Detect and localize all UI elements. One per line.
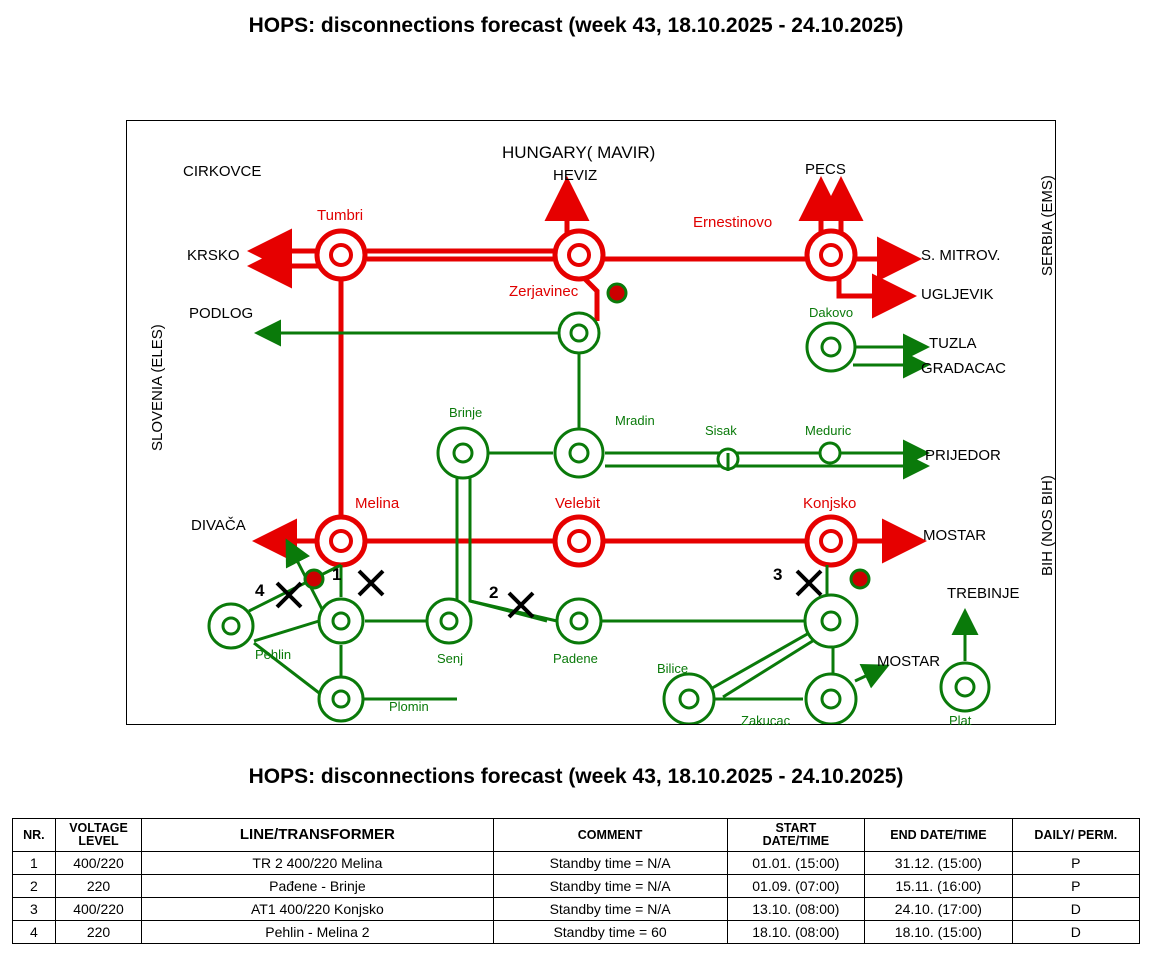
node-label-tuzla: TUZLA bbox=[929, 335, 977, 352]
cell-daily: P bbox=[1012, 852, 1139, 875]
table-row bbox=[13, 852, 1140, 875]
station-label-zakucac: Zakucac bbox=[741, 713, 791, 728]
station-label-ernestinovo: Ernestinovo bbox=[693, 214, 773, 231]
col-header-start-line1: START bbox=[775, 821, 817, 835]
table-row bbox=[13, 875, 1140, 898]
cell-voltage: 220 bbox=[55, 875, 142, 898]
cell-line: Pađene - Brinje bbox=[142, 875, 493, 898]
station-label-konjsko: Konjsko bbox=[803, 495, 857, 512]
node-label-pecs: PECS bbox=[805, 161, 846, 178]
cell-comment: Standby time = N/A bbox=[493, 875, 727, 898]
station-label-zerjavinec: Zerjavinec bbox=[509, 283, 579, 300]
node-label-gradacac: GRADACAC bbox=[921, 360, 1007, 377]
col-header-start bbox=[727, 819, 864, 852]
cell-daily: P bbox=[1012, 875, 1139, 898]
page-title-bottom: HOPS: disconnections forecast (week 43, 18.10.2025 - 24.10.2025) bbox=[248, 765, 904, 788]
node-label-heviz: HEVIZ bbox=[553, 167, 598, 184]
area-label-slovenia: SLOVENIA (ELES) bbox=[149, 324, 166, 451]
cell-line: TR 2 400/220 Melina bbox=[142, 852, 493, 875]
station-label-sisak: Sisak bbox=[705, 423, 737, 438]
node-label-krsko: KRSKO bbox=[187, 247, 240, 264]
node-label-divaca: DIVAČA bbox=[191, 517, 246, 534]
table-header-row bbox=[13, 819, 1140, 852]
station-label-pehlin: Pehlin bbox=[255, 647, 292, 662]
cell-daily: D bbox=[1012, 921, 1139, 944]
station-label-mradin: Mradin bbox=[615, 413, 655, 428]
fault-marker-2: 2 bbox=[489, 583, 499, 602]
table-row bbox=[13, 898, 1140, 921]
cell-end: 24.10. (17:00) bbox=[865, 898, 1013, 921]
cell-line: AT1 400/220 Konjsko bbox=[142, 898, 493, 921]
cell-start: 01.01. (15:00) bbox=[727, 852, 864, 875]
cell-nr: 4 bbox=[13, 921, 56, 944]
col-header-end: END DATE/TIME bbox=[865, 819, 1013, 852]
cell-voltage: 400/220 bbox=[55, 852, 142, 875]
node-label-mostar-lower: MOSTAR bbox=[877, 653, 941, 670]
cell-voltage: 400/220 bbox=[55, 898, 142, 921]
node-label-podlog: PODLOG bbox=[189, 305, 254, 322]
cell-nr: 1 bbox=[13, 852, 56, 875]
col-header-voltage-line1: VOLTAGE bbox=[69, 821, 128, 835]
cell-start: 18.10. (08:00) bbox=[727, 921, 864, 944]
cell-nr: 2 bbox=[13, 875, 56, 898]
col-header-line: LINE/TRANSFORMER bbox=[142, 819, 493, 852]
station-label-dakovo: Dakovo bbox=[809, 305, 854, 320]
cell-voltage: 220 bbox=[55, 921, 142, 944]
station-label-bilice: Bilice bbox=[657, 661, 689, 676]
node-label-s-mitrov: S. MITROV. bbox=[921, 247, 1001, 264]
cell-line: Pehlin - Melina 2 bbox=[142, 921, 493, 944]
col-header-daily: DAILY/ PERM. bbox=[1012, 819, 1139, 852]
station-label-velebit: Velebit bbox=[555, 495, 601, 512]
area-label-hungary: HUNGARY( MAVIR) bbox=[502, 143, 656, 162]
disconnections-table bbox=[12, 818, 1140, 944]
cell-end: 31.12. (15:00) bbox=[865, 852, 1013, 875]
area-label-serbia: SERBIA (EMS) bbox=[1039, 175, 1056, 276]
cell-nr: 3 bbox=[13, 898, 56, 921]
station-label-melina: Melina bbox=[355, 495, 400, 512]
cell-end: 18.10. (15:00) bbox=[865, 921, 1013, 944]
col-header-nr: NR. bbox=[13, 819, 56, 852]
network-diagram bbox=[126, 120, 1056, 728]
cell-daily: D bbox=[1012, 898, 1139, 921]
station-label-padene: Padene bbox=[553, 651, 598, 666]
node-label-prijedor: PRIJEDOR bbox=[925, 447, 1001, 464]
page-title-top: HOPS: disconnections forecast (week 43, 18.10.2025 - 24.10.2025) bbox=[248, 14, 904, 37]
col-header-comment: COMMENT bbox=[493, 819, 727, 852]
col-header-start-line2: DATE/TIME bbox=[762, 834, 830, 849]
cell-start: 13.10. (08:00) bbox=[727, 898, 864, 921]
node-label-mostar-right: MOSTAR bbox=[923, 527, 987, 544]
col-header-voltage-line2: LEVEL bbox=[78, 834, 119, 849]
fault-marker-3: 3 bbox=[773, 565, 783, 584]
cell-end: 15.11. (16:00) bbox=[865, 875, 1013, 898]
node-label-cirkovce: CIRKOVCE bbox=[183, 163, 262, 180]
station-label-brinje: Brinje bbox=[449, 405, 483, 420]
col-header-voltage bbox=[55, 819, 142, 852]
station-label-plat: Plat bbox=[949, 713, 972, 728]
area-label-bih: BIH (NOS BIH) bbox=[1039, 475, 1056, 576]
cell-start: 01.09. (07:00) bbox=[727, 875, 864, 898]
table-row bbox=[13, 921, 1140, 944]
node-label-trebinje: TREBINJE bbox=[947, 585, 1020, 602]
disconnections-table-wrap bbox=[12, 818, 1140, 944]
station-label-tumbri: Tumbri bbox=[317, 207, 364, 224]
fault-marker-1: 1 bbox=[332, 565, 342, 584]
station-label-plomin: Plomin bbox=[389, 699, 429, 714]
fault-marker-4: 4 bbox=[255, 581, 265, 600]
network-diagram-svg bbox=[127, 121, 1055, 724]
node-label-ugljevik: UGLJEVIK bbox=[921, 286, 994, 303]
cell-comment: Standby time = 60 bbox=[493, 921, 727, 944]
cell-comment: Standby time = N/A bbox=[493, 852, 727, 875]
station-label-senj: Senj bbox=[437, 651, 464, 666]
station-label-meduric: Meduric bbox=[805, 423, 852, 438]
cell-comment: Standby time = N/A bbox=[493, 898, 727, 921]
